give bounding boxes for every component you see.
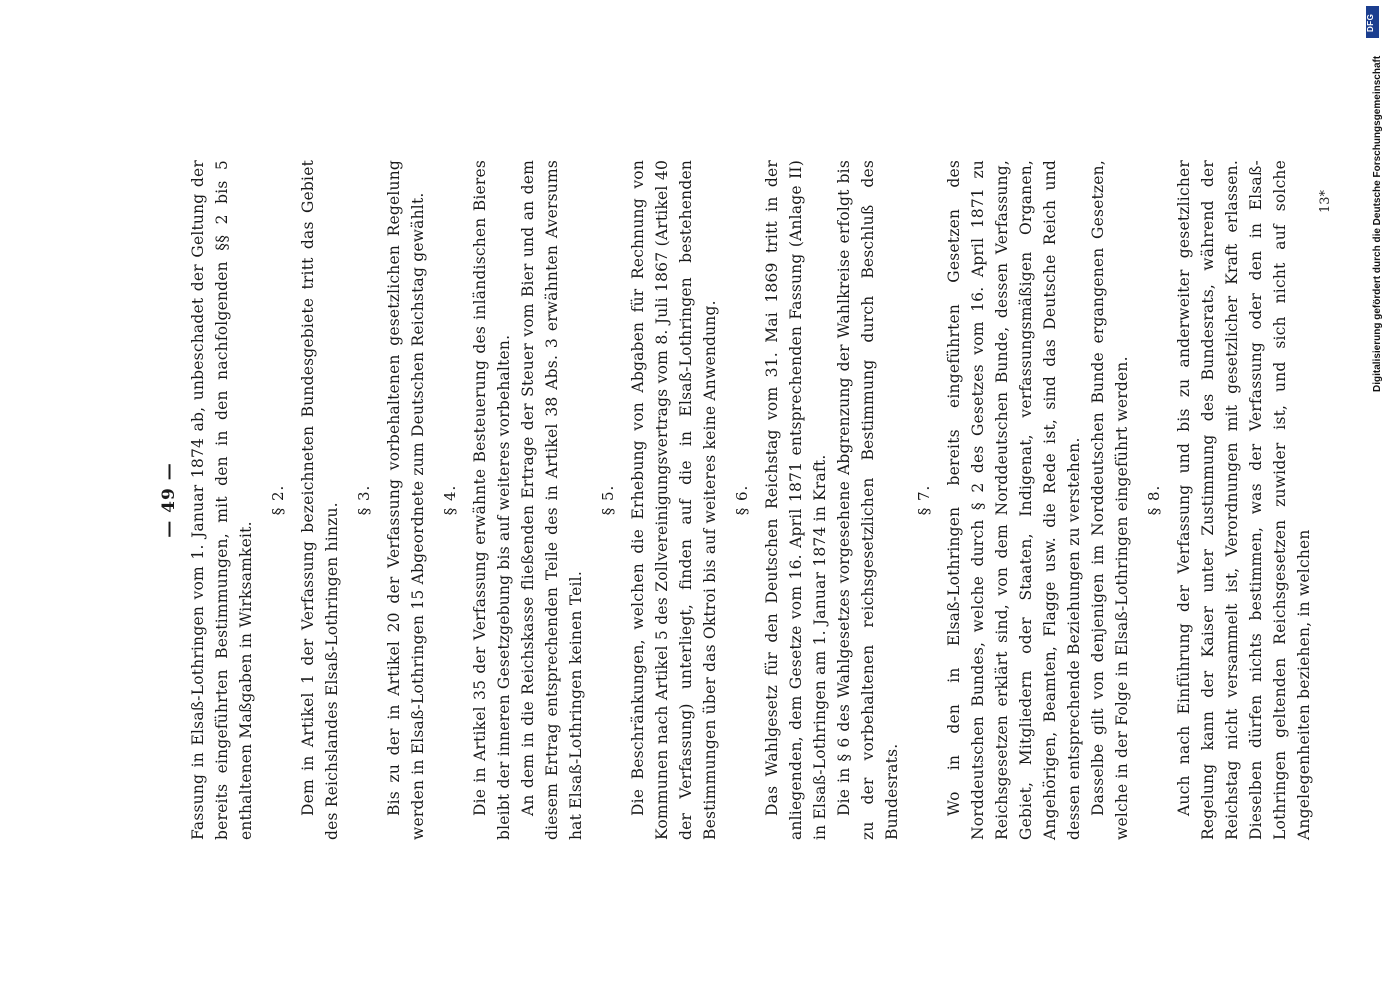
page-content (152, 160, 1333, 840)
paragraph: Auch nach Einführung der Verfassung und bis zu anderweiter gesetzlicher Regelung kann der Kaiser unter Zustimmung des Bundesrats, während der Reichstag nicht versammelt ist, Verordnungen mit gesetzlicher Kraft erlassen. Dieselben dürfen nichts bestimmen, was der Verfassung oder den in Elsaß-Lothringen geltenden Reichsgesetzen zuwider ist, und sich nicht auf solche Angelegenheiten beziehen, in welchen (1175, 160, 1313, 840)
section-8 (1142, 160, 1316, 840)
paragraph: Fassung in Elsaß-Lothringen vom 1. Januar 1874 ab, unbeschadet der Geltung der bereits eingeführten Bestimmungen, mit den in den nachfolgenden §§ 2 bis 5 enthaltenen Maßgaben in Wirksamkeit. (189, 160, 255, 840)
paragraph: Das Wahlgesetz für den Deutschen Reichstag vom 31. Mai 1869 tritt in der anliegenden, dem Gesetze vom 16. April 1871 entsprechenden Fassung (Anlage II) in Elsaß-Lothringen am 1. Januar 1874 in Kraft. (763, 160, 829, 840)
section-heading: § 4. (441, 484, 459, 516)
paragraph: An dem in die Reichskasse fließenden Ertrage der Steuer vom Bier und an dem diesem Ertrag entsprechenden Teile des in Artikel 38 Abs. 3 erwähnten Aversums hat Elsaß-Lothringen keinen Teil. (519, 160, 585, 840)
digitization-credit: Digitalisierung gefördert durch die Deutsche Forschungsgemeinschaft (1372, 55, 1383, 392)
section-5 (596, 160, 722, 840)
paragraph: Dem in Artikel 1 der Verfassung bezeichneten Bundesgebiete tritt das Gebiet des Reichslandes Elsaß-Lothringen hinzu. (299, 160, 341, 840)
paragraph: Wo in den in Elsaß-Lothringen bereits eingeführten Gesetzen des Norddeutschen Bundes, welche durch § 2 des Gesetzes vom 16. April 1871 zu Reichsgesetzen erklärt sind, von dem Norddeutschen Bunde, dessen Verfassung, Gebiet, Mitgliedern oder Staaten, Indigenat, verfassungsmäßigen Organen, Angehörigen, Beamten, Flagge usw. die Rede ist, sind das Deutsche Reich und dessen entsprechende Beziehungen zu verstehen. (945, 160, 1083, 840)
section-7 (912, 160, 1134, 840)
dfg-logo-text: DFG (1366, 13, 1375, 32)
section-heading: § 5. (599, 484, 617, 516)
section-heading: § 3. (355, 484, 373, 516)
section-4 (438, 160, 588, 840)
section-intro (186, 160, 258, 840)
folio-mark: 13* (1318, 190, 1333, 214)
section-2 (266, 160, 344, 840)
section-6 (730, 160, 904, 840)
scanned-page (152, 160, 1333, 840)
paragraph: Bis zu der in Artikel 20 der Verfassung vorbehaltenen gesetzlichen Regelung werden in Elsaß-Lothringen 15 Abgeordnete zum Deutschen Reichstag gewählt. (385, 160, 427, 840)
paragraph: Die in § 6 des Wahlgesetzes vorgesehene Abgrenzung der Wahlkreise erfolgt bis zu der vorbehaltenen reichsgesetzlichen Bestimmung durch Beschluß des Bundesrats. (835, 160, 901, 840)
paragraph: Die in Artikel 35 der Verfassung erwähnte Besteuerung des inländischen Bieres bleibt der inneren Gesetzgebung bis auf weiteres vorbehalten. (471, 160, 513, 840)
section-heading: § 2. (269, 484, 287, 516)
paragraph: Die Beschränkungen, welchen die Erhebung von Abgaben für Rechnung von Kommunen nach Artikel 5 des Zollvereinigungsvertrags vom 8. Juli 1867 (Artikel 40 der Verfassung) unterliegt, finden auf die in Elsaß-Lothringen bestehenden Bestimmungen über das Oktroi bis auf weiteres keine Anwendung. (629, 160, 719, 840)
section-heading: § 8. (1145, 484, 1163, 516)
section-heading: § 7. (915, 484, 933, 516)
dfg-logo (1366, 6, 1379, 38)
paragraph: Dasselbe gilt von denjenigen im Norddeutschen Bunde ergangenen Gesetzen, welche in der Folge in Elsaß-Lothringen eingeführt werden. (1089, 160, 1131, 840)
page-number-header: — 49 — (159, 462, 179, 538)
section-heading: § 6. (733, 484, 751, 516)
section-3 (352, 160, 430, 840)
